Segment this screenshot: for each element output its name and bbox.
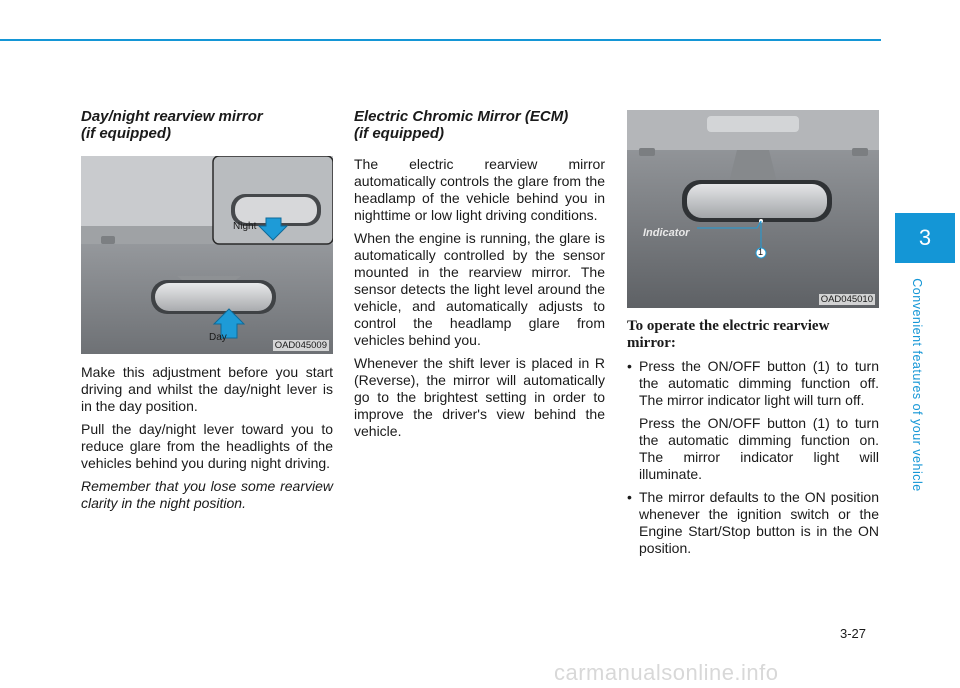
figure-code: OAD045009 <box>274 340 327 351</box>
chapter-side-title: Convenient features of your vehicle <box>910 278 924 492</box>
operation-list <box>627 358 879 557</box>
paragraph: Press the ON/OFF button (1) to turn the automatic dimming function on. The mirror indicator light will illuminate. <box>639 415 879 482</box>
paragraph: Whenever the shift lever is placed in R (Reverse), the mirror will automatically go to the brightest setting in order to improve the driver's view behind the vehicle. <box>354 355 605 439</box>
paragraph: • Press the ON/OFF button (1) to turn the automatic dimming function off. The mirror indicator light will turn off. <box>639 358 879 408</box>
figure-code: OAD045010 <box>820 294 873 305</box>
day-night-mirror-illustration <box>81 156 333 354</box>
page-number: 3-27 <box>840 626 867 641</box>
paragraph: When the engine is running, the glare is automatically controlled by the sensor mounted in the rearview mirror. The sensor detects the light level around the vehicle, and automatically adjusts to control the headlamp glare from vehicles behind you. <box>354 230 605 348</box>
indicator-label: Indicator <box>643 227 690 239</box>
paragraph: The electric rearview mirror automatically controls the glare from the headlamp of the vehicle behind you in nighttime or low light driving conditions. <box>354 156 605 223</box>
column-middle <box>354 108 605 446</box>
list-item <box>627 489 879 557</box>
note-text: Remember that you lose some rearview clarity in the night position. <box>81 478 333 511</box>
ecm-mirror-illustration <box>627 110 879 308</box>
column-left <box>81 108 333 518</box>
figure-ecm-mirror <box>627 110 879 308</box>
column-right <box>627 110 879 563</box>
watermark: carmanualsonline.info <box>554 660 779 685</box>
section-title-ecm: Electric Chromic Mirror (ECM) (if equipped) <box>354 108 569 142</box>
night-label: Night <box>233 221 257 232</box>
list-item <box>627 358 879 483</box>
header-rule <box>0 39 881 41</box>
subsection-title: To operate the electric rearview mirror: <box>627 318 830 351</box>
chapter-tab <box>895 213 955 263</box>
callout-number: 1 <box>758 247 764 257</box>
day-label: Day <box>209 332 227 343</box>
chapter-number: 3 <box>918 225 932 250</box>
section-title-day-night: Day/night rearview mirror (if equipped) <box>81 108 263 142</box>
paragraph: • The mirror defaults to the ON position whenever the ignition switch or the Engine Start/Stop button is in the ON position. <box>639 489 879 556</box>
paragraph: Pull the day/night lever toward you to reduce glare from the headlights of the vehicles behind you during night driving. <box>81 421 333 471</box>
paragraph: Make this adjustment before you start driving and whilst the day/night lever is in the day position. <box>81 364 333 414</box>
figure-day-night-mirror <box>81 156 333 354</box>
